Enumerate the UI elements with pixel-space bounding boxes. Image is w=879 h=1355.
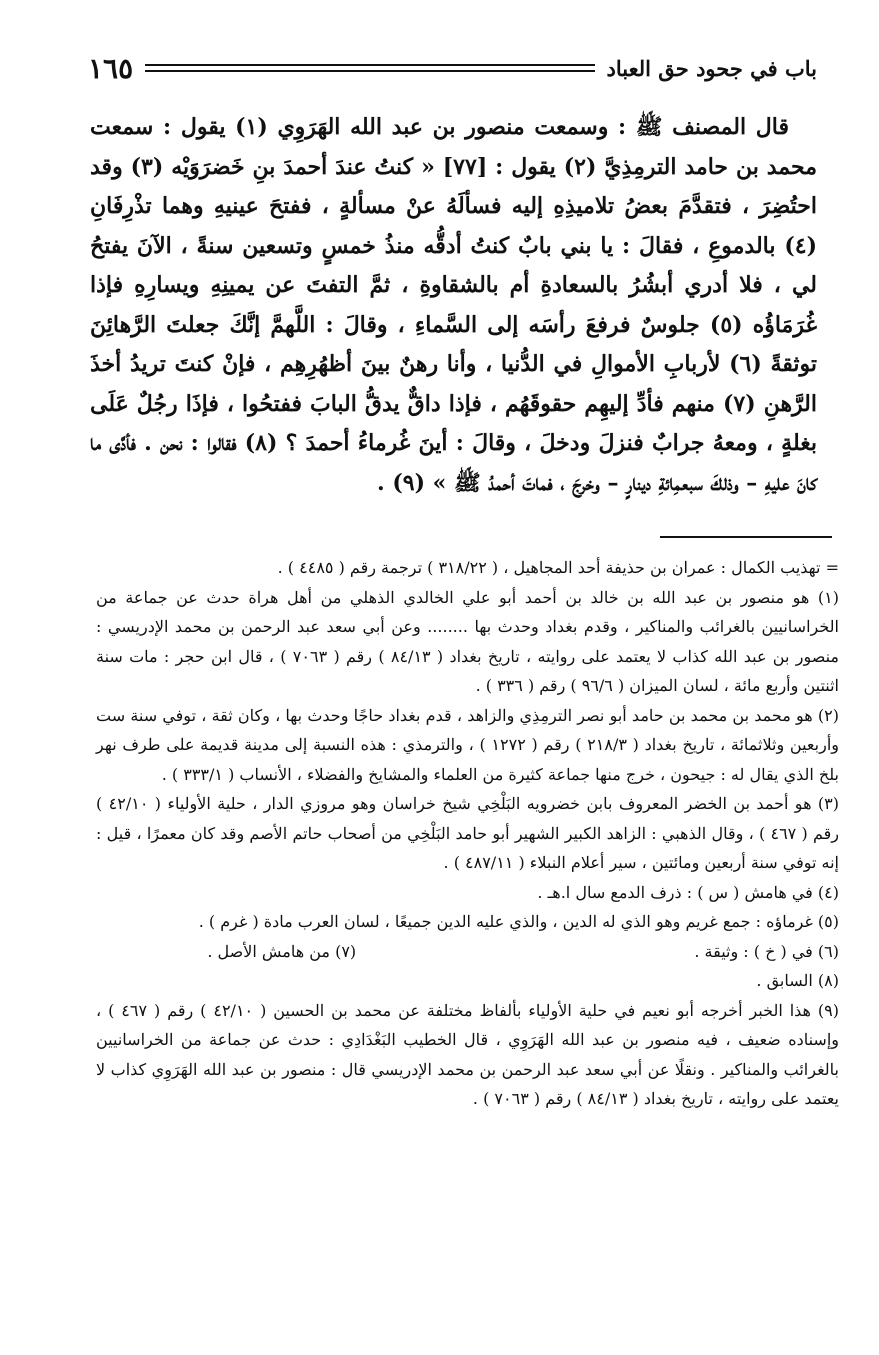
footnote-1: (١) هو منصور بن عبد الله بن خالد بن أحمد أبو علي الخالدي الذهلي من أهل هراة حدث عن جماعة من الخراسانيين بالغرائب والمناكير ، وقدم بغداد وحدث بها ........ وعن أبي سعد عبد الرحمن بن محمد الإدريسي : منصور بن عبد الله كذاب لا يعتمد على روايته ، تاريخ بغداد ( ٨٤/١٣ ) رقم ( ٧٠٦٣ ) ، قال ابن حجر : مات سنة اثنتين وأربع مائة ، لسان الميزان ( ٩٦/٦ ) رقم ( ٣٣٦ ) .	[96, 587, 839, 695]
running-title: باب في جحود حق العباد	[606, 55, 817, 81]
footnote-8: (٨) السابق .	[756, 971, 839, 990]
footnote-5: (٥) غرماؤه : جمع غريم وهو الذي له الدين ، والذي عليه الدين جميعًا ، لسان العرب مادة ( غرم ) .	[198, 912, 839, 931]
footnote-continuation: = تهذيب الكمال : عمران بن حذيفة أحد المجاهيل ، ( ٣١٨/٢٢ ) ترجمة رقم ( ٤٤٨٥ ) .	[277, 558, 839, 577]
main-paragraph: قال المصنف ﷺ : وسمعت منصور بن عبد الله الهَرَوِي (١) يقول : سمعت محمد بن حامد الترمِذِيَّ (٢) يقول : [٧٧] « كنتُ عندَ أحمدَ بنِ خَضرَوَيْه (٣) وقد احتُضِرَ ، فتقدَّمَ بعضُ تلاميذِهِ إليه فسألَهُ عنْ مسألةٍ ، ففتحَ عينيهِ وهما تذْرِفَانِ (٤) بالدموعِ ، فقالَ : يا بني بابٌ كنتُ أدقُّه منذُ خمسٍ وتسعين سنةً ، الآنَ يفتحُ لي ، فلا أدري أبشُرُ بالسعادةِ أم بالشقاوةِ ، ثمَّ التفتَ عن يمينِهِ ويسارِهِ فإذا غُرَمَاؤُه (٥) جلوسٌ فرفعَ رأسَه إلى السَّماءِ ، وقالَ : اللَّهمَّ إنَّكَ جعلتَ الرَّهائِنَ توثقةً (٦) لأربابِ الأموالِ في الدُّنيا ، وأنا رهنٌ بينَ أظهُرِهِم ، فإنْ كنتَ تريدُ أخذَ الرَّهنِ (٧) منهم فأدِّ إليهِم حقوقَهُم ، فإذا داقٌّ يدقُّ البابَ ففتحُوا ، فإذَا رجُلٌ عَلَى بغلةٍ ، ومعهُ جرابٌ فنزلَ ودخلَ ، وقالَ : أينَ غُرماءُ أحمدَ ؟ (٨) فقالوا : نحن . فأدَّى ما كانَ عليهِ – وذلكَ سبعمِائةِ دينارٍ – وخرجَ ، فماتَ أحمدُ ﷺ » (٩) .	[90, 114, 817, 496]
main-text-block	[90, 108, 817, 503]
footnote-2: (٢) هو محمد بن محمد بن حامد أبو نصر الترمِذِي والزاهد ، قدم بغداد حاجًا وحدث بها ، وكان ثقة ، توفي سنة ست وأربعين وثلاثمائة ، تاريخ بغداد ( ٢١٨/٣ ) رقم ( ١٢٧٢ ) ، والترمذي : هذه النسبة إلى مدينة قديمة على طرف نهر بلخ الذي يقال له : جيحون ، خرج منها جماعة كثيرة من العلماء والمشايخ والفضلاء ، الأنساب ( ٣٣٣/١ ) .	[96, 705, 840, 784]
header-double-rule	[145, 64, 594, 72]
footnote-4: (٤) في هامش ( س ) : ذرف الدمع سال ا.هـ .	[537, 882, 839, 902]
footnote-3: (٣) هو أحمد بن الخضر المعروف بابن خضرويه البَلْخِي شيخ خراسان وهو مروزي الدار ، حلية الأولياء ( ٤٢/١٠ ) رقم ( ٤٦٧ ) ، وقال الذهبي : الزاهد الكبير الشهير أبو حامد البَلْخِي من أصحاب حاتم الأصم وقد كان معمرًا ، قيل : إنه توفي سنة أربعين ومائتين ، سير أعلام النبلاء ( ٤٨٧/١١ ) .	[96, 794, 839, 872]
page-header	[88, 42, 817, 94]
footnote-separator	[660, 536, 832, 538]
footnote-6: (٦) في ( خ ) : وثيقة .	[694, 941, 839, 961]
footnote-9: (٩) هذا الخبر أخرجه أبو نعيم في حلية الأولياء بألفاظ مختلفة عن محمد بن الحسين ( ٤٢/١٠ ) رقم ( ٤٦٧ ) ، وإسناده ضعيف ، فيه منصور بن عبد الله الهَرَوِي ، قال الخطيب البَغْدَادِي : حدث عن جماعة من الخراسانيين بالغرائب والمناكير . ونقلًا عن أبي سعد عبد الرحمن بن محمد الإدريسي قال : منصور بن عبد الله الهَرَوِي كذاب لا يعتمد على روايته ، تاريخ بغداد ( ٨٤/١٣ ) رقم ( ٧٠٦٣ ) .	[96, 1000, 840, 1108]
footnote-7: (٧) من هامش الأصل .	[207, 941, 357, 961]
footnote-row-6-7	[96, 937, 839, 967]
footnotes-block	[96, 553, 839, 1114]
page-number: ١٦٥	[88, 51, 134, 85]
